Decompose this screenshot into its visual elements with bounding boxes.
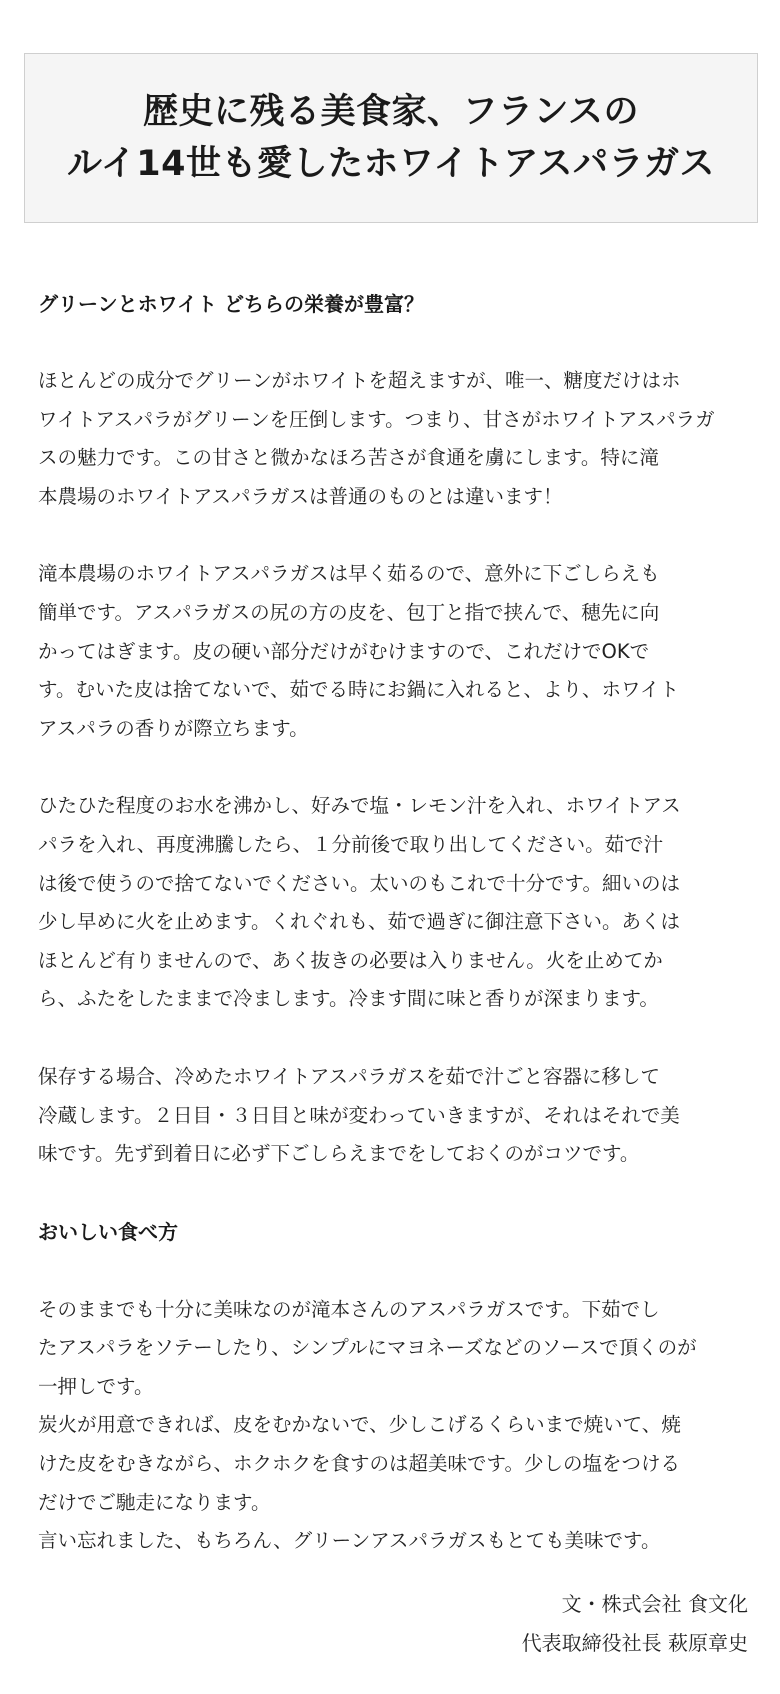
- title-box: [24, 53, 758, 223]
- section-heading-nutrition: グリーンとホワイト どちらの栄養が豊富？: [38, 292, 424, 316]
- spacer: [38, 323, 750, 362]
- spacer: [38, 1174, 750, 1213]
- paragraph-boiling: ひたひた程度のお水を沸かし、好みで塩・レモン汁を入れ、ホワイトアス パラを入れ、再度沸騰したら、１分前後で取り出してください。茹で汁 は後で使うので捨てないでください。太いのもこれで十分です。細いのは 少し早めに火を止めます。くれぐれも、茹で過ぎに御注意下さい。あくは ほとんど有りませんので、あく抜きの必要は入りません。火を止めてか ら、ふたをしたままで冷まします。冷ます間に味と香りが深まります。: [38, 794, 681, 1011]
- paragraph-serving: そのままでも十分に美味なのが滝本さんのアスパラガスです。下茹でし たアスパラをソテーしたり、シンプルにマヨネーズなどのソースで頂くのが 一押しです。 炭火が用意できれば、皮をむかないで、少しこげるくらいまで焼いて、焼 けた皮をむきながら、ホクホクを食すのは超美味です。少しの塩をつける だけでご馳走になります。 言い忘れました、もちろん、グリーンアスパラガスもとても美味です。: [38, 1297, 697, 1553]
- signature-company: 文・株式会社 食文化: [561, 1592, 748, 1616]
- spacer: [38, 516, 750, 555]
- article-body: [38, 285, 750, 1561]
- section-heading-how-to-eat: おいしい食べ方: [38, 1219, 178, 1244]
- paragraph-sweetness: ほとんどの成分でグリーンがホワイトを超えますが、唯一、糖度だけはホ ワイトアスパラがグリーンを圧倒します。つまり、甘さがホワイトアスパラガ スの魅力です。この甘さと微かなほろ苦さが食通を虜にします。特に滝 本農場のホワイトアスパラガスは普通のものとは違います！: [38, 369, 715, 508]
- page-title-line-2: ルイ14世も愛したホワイトアスパラガス: [67, 144, 715, 184]
- spacer: [38, 1019, 750, 1058]
- author-signature: [522, 1585, 748, 1663]
- signature-name: 代表取締役社長 萩原章史: [521, 1631, 748, 1655]
- page-title-line-1: 歴史に残る美食家、フランスの: [143, 92, 639, 132]
- spacer: [38, 1251, 750, 1291]
- paragraph-storage: 保存する場合、冷めたホワイトアスパラガスを茹で汁ごと容器に移して 冷蔵します。２日目・３日目と味が変わっていきますが、それはそれで美 味です。先ず到着日に必ず下ごしらえまでをしておくのがコツです。: [38, 1064, 680, 1166]
- paragraph-preparation: 滝本農場のホワイトアスパラガスは早く茹るので、意外に下ごしらえも 簡単です。アスパラガスの尻の方の皮を、包丁と指で挟んで、穂先に向 かってはぎます。皮の硬い部分だけがむけますので、これだけでOKで す。むいた皮は捨てないで、茹でる時にお鍋に入れると、より、ホワイト アスパラの香りが際立ちます。: [38, 562, 679, 740]
- spacer: [38, 748, 750, 787]
